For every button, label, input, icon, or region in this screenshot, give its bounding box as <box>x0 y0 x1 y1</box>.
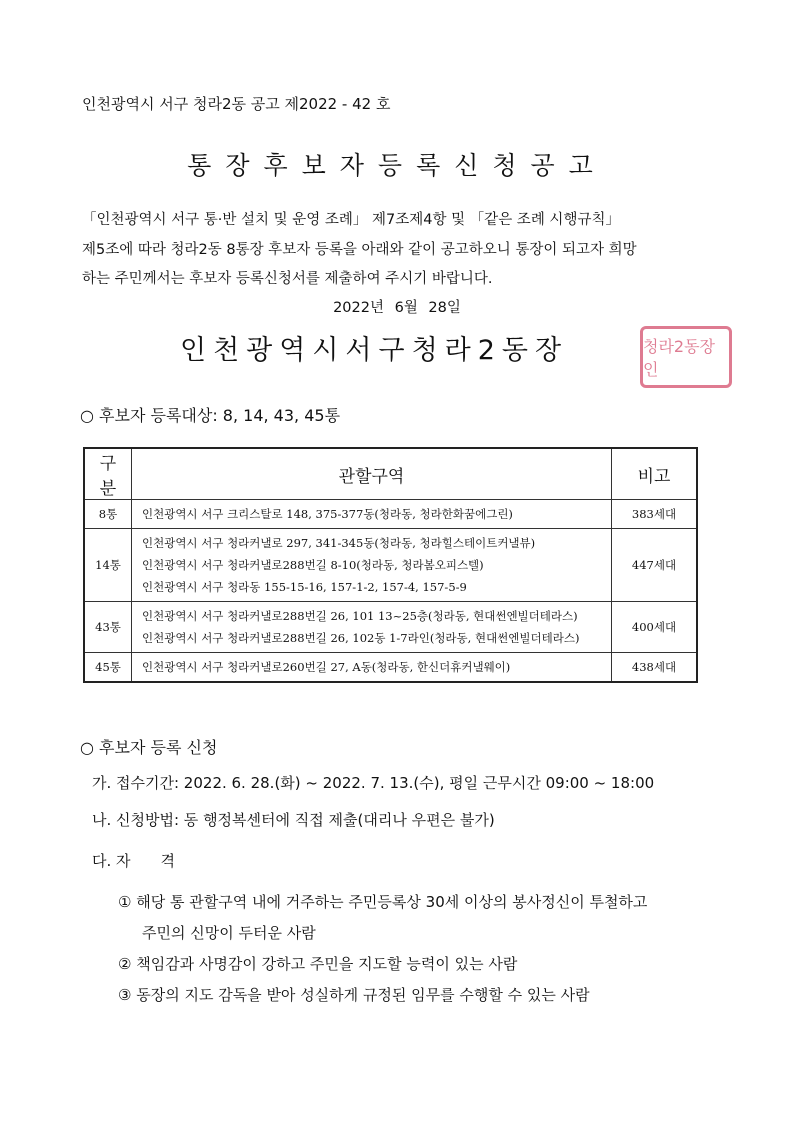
document-title: 통장후보자등록신청공고 <box>187 151 607 180</box>
qualification-line: ① 해당 통 관할구역 내에 거주하는 주민등록상 30세 이상의 봉사정신이 투철하고 <box>118 893 648 911</box>
table-row <box>84 602 697 653</box>
household-count-cell: 447세대 <box>612 529 698 602</box>
body-line: 하는 주민께서는 후보자 등록신청서를 제출하여 주시기 바랍니다. <box>82 271 493 287</box>
jurisdiction-table <box>83 447 698 683</box>
notice-number: 인천광역시 서구 청라2동 공고 제2022 - 42 호 <box>82 95 391 113</box>
item-qualification: 다. 자 격 <box>92 852 176 870</box>
section-heading-application: ○ 후보자 등록 신청 <box>80 738 218 757</box>
household-count-cell: 438세대 <box>612 653 698 683</box>
area-line: 인천광역시 서구 청라커낼로260번길 27, A동(청라동, 한신더휴커낼웨이) <box>142 660 511 674</box>
area-cell <box>132 500 612 529</box>
tong-cell: 8통 <box>84 500 132 529</box>
table-row <box>84 529 697 602</box>
item-period: 가. 접수기간: 2022. 6. 28.(화) ~ 2022. 7. 13.(수), 평일 근무시간 09:00 ~ 18:00 <box>92 774 655 792</box>
qualification-line: ③ 동장의 지도 감독을 받아 성실하게 규정된 임무를 수행할 수 있는 사람 <box>118 986 590 1004</box>
household-count-cell: 400세대 <box>612 602 698 653</box>
tong-cell: 45통 <box>84 653 132 683</box>
table-row <box>84 653 697 683</box>
area-line: 인천광역시 서구 청라커낼로288번길 26, 102동 1-7라인(청라동, 현대썬엔빌더테라스) <box>142 631 580 645</box>
notice-date: 2022년 6월 28일 <box>333 300 461 316</box>
official-seal-stamp: 청라2동장인 <box>640 326 732 388</box>
qualification-line: 주민의 신망이 두터운 사람 <box>142 924 316 942</box>
header-area: 관할구역 <box>132 448 612 500</box>
area-line: 인천광역시 서구 크리스탈로 148, 375-377동(청라동, 청라한화꿈에그린) <box>142 507 513 521</box>
area-line: 인천광역시 서구 청라커낼로 297, 341-345동(청라동, 청라힐스테이트커낼뷰) <box>142 536 536 550</box>
lower-content <box>0 447 794 1005</box>
body-line: 「인천광역시 서구 통·반 설치 및 운영 조례」 제7조제4항 및 「같은 조례 시행규칙」 <box>82 212 620 228</box>
household-count-cell: 383세대 <box>612 500 698 529</box>
header-tong: 구분 <box>84 448 132 500</box>
qualification-line: ② 책임감과 사명감이 강하고 주민을 지도할 능력이 있는 사람 <box>118 955 518 973</box>
issuer: 인천광역시서구청라2동장 <box>180 335 569 366</box>
item-method: 나. 신청방법: 동 행정복센터에 직접 제출(대리나 우편은 불가) <box>92 811 495 829</box>
tong-cell: 43통 <box>84 602 132 653</box>
area-line: 인천광역시 서구 청라커낼로288번길 8-10(청라동, 청라봄오피스텔) <box>142 558 484 572</box>
area-line: 인천광역시 서구 청라커낼로288번길 26, 101 13~25층(청라동, 현대썬엔빌더테라스) <box>142 609 578 623</box>
section-heading-targets: ○ 후보자 등록대상: 8, 14, 43, 45통 <box>80 406 341 425</box>
area-cell <box>132 653 612 683</box>
area-line: 인천광역시 서구 청라동 155-15-16, 157-1-2, 157-4, 157-5-9 <box>142 580 467 594</box>
header-note: 비고 <box>612 448 698 500</box>
tong-cell: 14통 <box>84 529 132 602</box>
area-cell <box>132 529 612 602</box>
area-cell <box>132 602 612 653</box>
body-line: 제5조에 따라 청라2동 8통장 후보자 등록을 아래와 같이 공고하오니 통장이 되고자 희망 <box>82 242 637 258</box>
table-row <box>84 500 697 529</box>
